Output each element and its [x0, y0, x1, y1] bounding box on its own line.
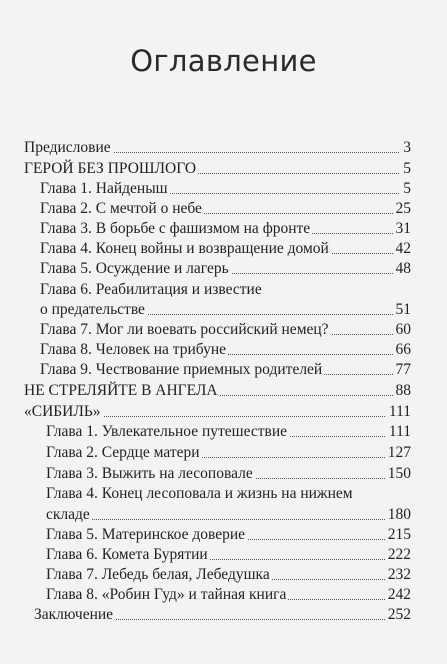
- toc-section-hero[interactable]: [0, 160, 447, 178]
- toc-entry-page: 3: [400, 139, 411, 157]
- toc-entry-title: НЕ СТРЕЛЯЙТЕ В АНГЕЛА: [24, 382, 218, 399]
- toc-entry-page: 51: [393, 301, 412, 319]
- toc-entry-page: 252: [385, 606, 411, 624]
- toc-entry-chapter[interactable]: [0, 526, 447, 544]
- toc-entry-page: 150: [385, 465, 411, 483]
- toc-entry-title: ГЕРОЙ БЕЗ ПРОШЛОГО: [24, 160, 197, 177]
- toc-entry-title: Глава 9. Чествование приемных родителей: [40, 361, 323, 378]
- toc-entry-title: Глава 5. Осуждение и лагерь: [40, 260, 229, 277]
- toc-entry-page: 232: [385, 566, 411, 584]
- toc-entry-page: 48: [393, 260, 412, 278]
- toc-entry-title: Глава 8. «Робин Гуд» и тайная книга: [46, 586, 287, 603]
- toc-entry-chapter[interactable]: [0, 485, 447, 503]
- toc-entry-title: Глава 4. Конец лесоповала и жизнь на нижнем: [46, 485, 353, 502]
- toc-entry-page: 31: [393, 220, 412, 238]
- toc-entry-chapter[interactable]: [0, 260, 447, 278]
- toc-entry-chapter[interactable]: [0, 180, 447, 198]
- toc-entry-title: Глава 1. Найденыш: [40, 180, 168, 197]
- toc-entry-preface[interactable]: [0, 139, 447, 157]
- toc-entry-title: складе: [46, 506, 90, 523]
- toc-entry-chapter[interactable]: [0, 220, 447, 238]
- toc-entry-chapter[interactable]: [0, 321, 447, 339]
- toc-entry-page: 77: [393, 361, 412, 379]
- toc-entry-page: 242: [385, 586, 411, 604]
- toc-entry-title: Глава 5. Материнское доверие: [46, 526, 246, 543]
- toc-section-angel[interactable]: [0, 382, 447, 400]
- page-title: Оглавление: [130, 44, 317, 78]
- toc-entry-conclusion[interactable]: [0, 606, 447, 624]
- toc-entry-chapter[interactable]: [0, 423, 447, 441]
- toc-entry-page: 60: [393, 321, 412, 339]
- toc-entry-title: Глава 1. Увлекательное путешествие: [46, 423, 287, 440]
- toc-entry-chapter[interactable]: [0, 281, 447, 299]
- toc-entry-chapter[interactable]: [0, 586, 447, 604]
- toc-section-sibil[interactable]: [0, 403, 447, 421]
- toc-entry-chapter[interactable]: [0, 341, 447, 359]
- toc-entry-page: 5: [400, 180, 411, 198]
- toc-entry-continuation[interactable]: [0, 301, 447, 319]
- toc-entry-continuation[interactable]: [0, 506, 447, 524]
- toc-entry-title: Глава 4. Конец войны и возвращение домой: [40, 240, 329, 257]
- toc-entry-title: Предисловие: [24, 139, 111, 156]
- toc-entry-title: Глава 3. Выжить на лесоповале: [46, 465, 253, 482]
- toc-entry-title: Глава 7. Лебедь белая, Лебедушка: [46, 566, 270, 583]
- toc-entry-page: 25: [393, 200, 412, 218]
- toc-entry-title: Глава 2. Сердце матери: [46, 444, 200, 461]
- toc-entry-title: Глава 6. Комета Бурятии: [46, 546, 208, 563]
- toc-entry-title: «СИБИЛЬ»: [24, 403, 101, 420]
- toc-entry-chapter[interactable]: [0, 465, 447, 483]
- toc-entry-chapter[interactable]: [0, 240, 447, 258]
- toc-entry-page: 5: [400, 160, 411, 178]
- toc-entry-title: Глава 6. Реабилитация и известие: [40, 281, 262, 298]
- toc-entry-page: 222: [385, 546, 411, 564]
- toc-entry-page: 215: [385, 526, 411, 544]
- toc-entry-chapter[interactable]: [0, 444, 447, 462]
- toc-entry-title: Глава 2. С мечтой о небе: [40, 200, 202, 217]
- toc-entry-title: Глава 3. В борьбе с фашизмом на фронте: [40, 220, 311, 237]
- toc-entry-chapter[interactable]: [0, 200, 447, 218]
- toc-entry-page: 66: [393, 341, 412, 359]
- toc-entry-page: 180: [385, 506, 411, 524]
- toc-entry-chapter[interactable]: [0, 361, 447, 379]
- toc-entry-page: 111: [386, 423, 411, 441]
- toc-entry-page: 111: [386, 403, 411, 421]
- toc-entry-title: Заключение: [34, 606, 114, 623]
- toc-entry-title: Глава 7. Мог ли воевать российский немец?: [40, 321, 329, 338]
- toc-entry-chapter[interactable]: [0, 566, 447, 584]
- dot-leader: [48, 519, 409, 520]
- toc-entry-page: 42: [393, 240, 412, 258]
- toc-entry-chapter[interactable]: [0, 546, 447, 564]
- toc-entry-page: 127: [385, 444, 411, 462]
- toc-entry-title: о предательстве: [40, 301, 145, 318]
- toc-entry-page: 88: [393, 382, 412, 400]
- toc-entry-title: Глава 8. Человек на трибуне: [40, 341, 227, 358]
